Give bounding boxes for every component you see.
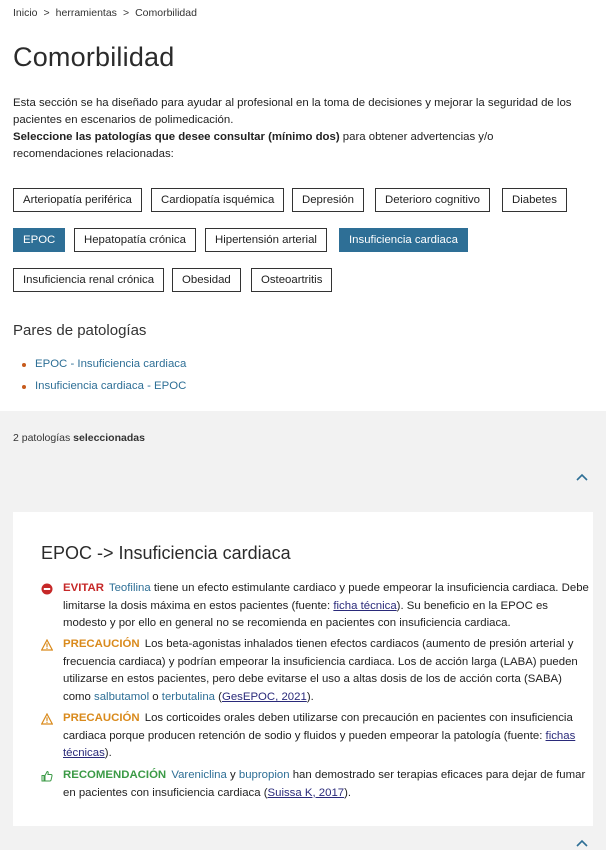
- chip-diabetes[interactable]: Diabetes: [502, 188, 567, 212]
- pair-link[interactable]: Insuficiencia cardiaca - EPOC: [35, 380, 187, 392]
- alert-text: [41, 710, 589, 763]
- breadcrumb-current: Comorbilidad: [135, 7, 197, 19]
- breadcrumb-separator: >: [43, 7, 50, 19]
- drug-link[interactable]: bupropion: [238, 769, 290, 781]
- chip-cardiopatia-isquemica[interactable]: Cardiopatía isquémica: [151, 188, 284, 212]
- chip-insuficiencia-renal-cronica[interactable]: Insuficiencia renal crónica: [13, 268, 164, 292]
- list-item: [22, 353, 186, 375]
- card-title: EPOC -> Insuficiencia cardiaca: [41, 543, 291, 563]
- chip-epoc[interactable]: EPOC: [13, 228, 65, 252]
- alert-body: tiene un efecto estimulante cardiaco y puede empeorar la insuficiencia cardiaca. Debe limitarse la dosis máxima en estos pacientes (fuente:: [63, 582, 589, 612]
- drug-link[interactable]: Teofilina: [108, 582, 151, 594]
- warning-triangle-icon: [41, 713, 53, 725]
- selection-count-bold: seleccionadas: [73, 432, 145, 444]
- alert-keyword: RECOMENDACIÓN: [63, 769, 167, 781]
- drug-link[interactable]: salbutamol: [94, 691, 150, 704]
- thumbs-up-icon: [41, 770, 53, 782]
- alert-caution: [41, 636, 589, 707]
- chip-osteoartritis[interactable]: Osteoartritis: [251, 268, 332, 292]
- instruction-bold: Seleccione las patologías que desee consultar (mínimo dos): [13, 131, 340, 143]
- selection-count: [13, 432, 145, 444]
- breadcrumb-home[interactable]: Inicio: [13, 7, 38, 19]
- alert-recommendation: [41, 767, 589, 802]
- chevron-up-icon[interactable]: [575, 472, 589, 482]
- alert-body: han demostrado ser terapias eficaces para dejar de fumar en pacientes con insuficiencia cardiaca (: [63, 769, 586, 799]
- chip-depresion[interactable]: Depresión: [292, 188, 364, 212]
- alert-keyword: EVITAR: [63, 582, 104, 594]
- breadcrumb-section[interactable]: herramientas: [55, 7, 117, 19]
- selection-count-text: 2 patologías: [13, 432, 74, 444]
- list-item: [22, 375, 186, 397]
- alert-keyword: PRECAUCIÓN: [63, 638, 140, 650]
- pair-card: [13, 512, 593, 826]
- reference-link[interactable]: GesEPOC, 2021: [221, 691, 307, 704]
- intro-description: Esta sección se ha diseñado para ayudar al profesional en la toma de decisiones y mejorar la seguridad de los pacientes en escenarios de polimedicación.: [13, 97, 572, 126]
- chip-deterioro-cognitivo[interactable]: Deterioro cognitivo: [375, 188, 490, 212]
- intro-instruction: [13, 129, 573, 163]
- warning-triangle-icon: [41, 639, 53, 651]
- chip-insuficiencia-cardiaca[interactable]: Insuficiencia cardiaca: [339, 228, 468, 252]
- alert-body: Los beta-agonistas inhalados tienen efectos cardiacos (aumento de presión arterial y frecuencia cardiaca) y podrían empeorar la insuficiencia cardiaca. Los de acción larga (LABA) pueden utilizarse en estos pacientes, pero debe evitarse el uso a altas dosis de los de acción corta (SABA) como: [63, 638, 578, 704]
- alert-body: ).: [104, 747, 112, 760]
- alert-body: o: [149, 691, 162, 704]
- alert-body: Los corticoides orales deben utilizarse con precaución en pacientes con insuficiencia cardiaca porque producen retención de sodio y fluidos y pueden empeorar la patología (fuente:: [63, 712, 573, 742]
- alert-body: ).: [344, 786, 352, 799]
- alert-keyword: PRECAUCIÓN: [63, 712, 140, 724]
- no-entry-icon: [41, 583, 53, 595]
- alert-body: ).: [306, 691, 314, 704]
- chip-obesidad[interactable]: Obesidad: [172, 268, 241, 292]
- alert-body: (: [215, 691, 222, 704]
- pair-link[interactable]: EPOC - Insuficiencia cardiaca: [35, 358, 187, 370]
- reference-link[interactable]: ficha técnica: [333, 599, 397, 612]
- intro-text: [13, 95, 573, 163]
- chip-hipertension-arterial[interactable]: Hipertensión arterial: [205, 228, 327, 252]
- breadcrumb: [13, 7, 197, 19]
- page-title: Comorbilidad: [13, 42, 175, 72]
- alert-text: [41, 767, 589, 802]
- chip-arteriopatia-periferica[interactable]: Arteriopatía periférica: [13, 188, 142, 212]
- alert-avoid: [41, 580, 589, 633]
- alert-caution: [41, 710, 589, 763]
- alert-body: y: [226, 769, 239, 781]
- pairs-title: Pares de patologías: [13, 322, 147, 339]
- drug-link[interactable]: Vareniclina: [171, 769, 227, 781]
- alert-body: ). Su beneficio en la EPOC es modesto y por ello en general no se recomienda en pacientes con insuficiencia cardiaca.: [63, 599, 548, 630]
- reference-link[interactable]: Suissa K, 2017: [267, 786, 345, 799]
- drug-link[interactable]: terbutalina: [161, 691, 215, 704]
- instruction-rest: para obtener advertencias y/o recomendaciones relacionadas:: [13, 131, 494, 160]
- chevron-up-icon[interactable]: [575, 838, 589, 848]
- alert-text: [41, 636, 589, 707]
- pairs-list: [22, 353, 186, 397]
- reference-link[interactable]: fichas técnicas: [63, 729, 576, 760]
- breadcrumb-separator: >: [122, 7, 130, 19]
- alert-text: [41, 580, 589, 633]
- chip-hepatopatia-cronica[interactable]: Hepatopatía crónica: [74, 228, 196, 252]
